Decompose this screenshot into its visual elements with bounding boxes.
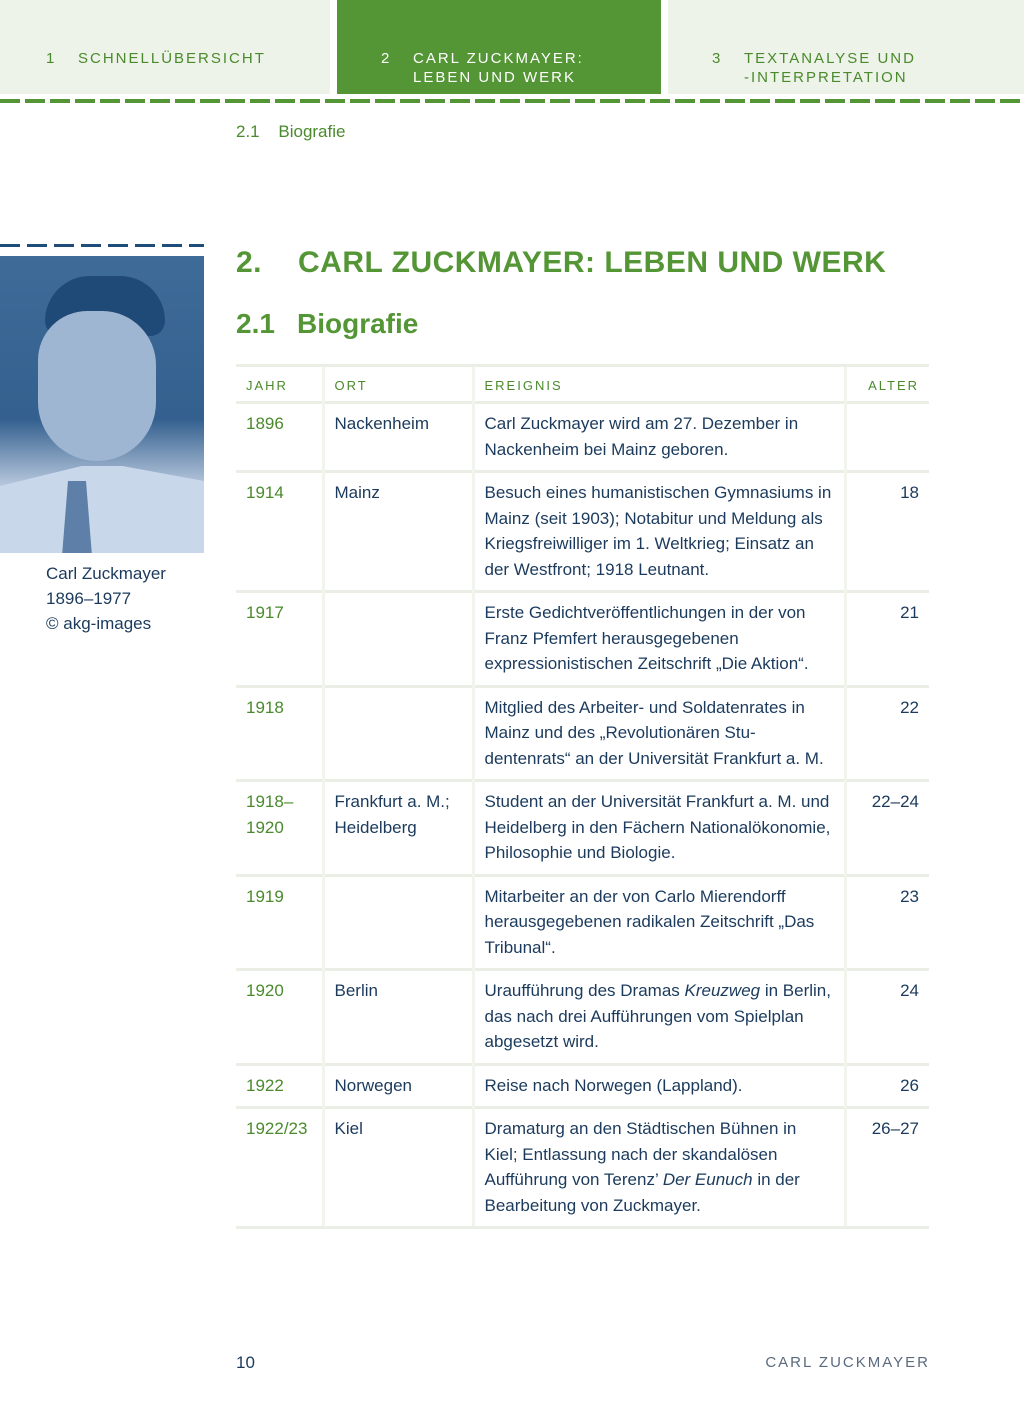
cell-alter: 18 <box>845 472 929 592</box>
cell-ereignis: Student an der Universität Frankfurt a. M. und Heidelberg in den Fächern Nationalökonomie, Philosophie und Biologie. <box>473 781 845 876</box>
cell-ereignis <box>473 1108 845 1228</box>
tab-label-line2: LEBEN UND WERK <box>413 69 577 86</box>
work-title-der-eunuch: Der Eunuch <box>662 1170 753 1189</box>
biography-table <box>236 364 929 1229</box>
cell-ort: Nackenheim <box>323 403 473 472</box>
tab-number: 3 <box>712 50 723 67</box>
cell-ort <box>323 592 473 687</box>
cell-ereignis <box>473 970 845 1065</box>
breadcrumb-number: 2.1 <box>236 122 260 141</box>
tab-label-line2: -INTERPRETATION <box>744 69 908 86</box>
ereignis-text: in Berlin, das nach drei Aufführungen vom Spielplan abgesetzt wird. <box>484 981 831 1051</box>
section-title: Biografie <box>297 308 419 339</box>
ereignis-text: in der Bearbeitung von Zuckmayer. <box>484 1170 800 1215</box>
table-row <box>236 592 929 687</box>
work-title-kreuzweg: Kreuzweg <box>684 981 761 1000</box>
header-ort: ORT <box>323 366 473 403</box>
running-title: CARL ZUCKMAYER <box>765 1354 930 1371</box>
cell-alter: 22 <box>845 686 929 781</box>
cell-jahr: 1918 <box>236 686 323 781</box>
tab-schnelluebersicht[interactable] <box>0 0 330 94</box>
table-header-row <box>236 366 929 403</box>
cell-ereignis: Besuch eines humanistischen Gymnasiums in Mainz (seit 1903); Notabitur und Meldung als Kriegsfreiwilliger im 1. Weltkrieg; Einsatz an der Westfront; 1918 Leutnant. <box>473 472 845 592</box>
portrait-image <box>0 256 204 553</box>
cell-ort <box>323 875 473 970</box>
cell-ereignis: Erste Gedichtveröffentlichungen in der von Franz Pfemfert herausgegebenen expressionistischen Zeitschrift „Die Aktion“. <box>473 592 845 687</box>
cell-alter: 21 <box>845 592 929 687</box>
table-row <box>236 686 929 781</box>
cell-ereignis: Mitarbeiter an der von Carlo Mierendorff herausgegebenen radikalen Zeitschrift „Das Tribunal“. <box>473 875 845 970</box>
header-ereignis: EREIGNIS <box>473 366 845 403</box>
cell-ort <box>323 686 473 781</box>
tab-label <box>413 49 584 87</box>
section-number: 2.1 <box>236 308 275 339</box>
table-row <box>236 781 929 876</box>
chapter-navigation <box>0 0 1024 96</box>
portrait-caption <box>46 561 166 636</box>
portrait-face-shape <box>38 311 156 461</box>
table-row <box>236 1064 929 1108</box>
cell-jahr: 1922 <box>236 1064 323 1108</box>
header-alter: ALTER <box>845 366 929 403</box>
chapter-title: CARL ZUCKMAYER: LEBEN UND WERK <box>298 246 887 279</box>
caption-name: Carl Zuckmayer <box>46 564 166 583</box>
table-row <box>236 403 929 472</box>
tab-number: 1 <box>46 50 57 67</box>
breadcrumb-label: Biografie <box>278 122 346 141</box>
cell-jahr: 1914 <box>236 472 323 592</box>
cell-ort: Frankfurt a. M.; Heidelberg <box>323 781 473 876</box>
table-row <box>236 875 929 970</box>
cell-jahr: 1919 <box>236 875 323 970</box>
tab-label <box>744 49 916 87</box>
cell-ort: Kiel <box>323 1108 473 1228</box>
cell-ort: Berlin <box>323 970 473 1065</box>
tab-label-line1: TEXTANALYSE UND <box>744 50 916 67</box>
cell-ort: Norwegen <box>323 1064 473 1108</box>
cell-alter: 22–24 <box>845 781 929 876</box>
cell-ereignis: Mitglied des Arbeiter- und Soldatenrates in Mainz und des „Revolutionären Studentenrats“ an der Universität Frankfurt a. M. <box>473 686 845 781</box>
header-jahr: JAHR <box>236 366 323 403</box>
tab-label: SCHNELLÜBERSICHT <box>78 50 266 67</box>
cell-ereignis: Reise nach Norwegen (Lappland). <box>473 1064 845 1108</box>
tab-textanalyse[interactable] <box>668 0 1024 94</box>
caption-credit: © akg-images <box>46 614 152 633</box>
ereignis-text: Uraufführung des Dramas <box>484 981 685 1000</box>
page-number: 10 <box>236 1353 255 1372</box>
caption-years: 1896–1977 <box>46 589 132 608</box>
ereignis-text: Dramaturg an den Städtischen Bühnen in Kiel; Entlassung nach der skandalösen Aufführung von Terenz’ <box>484 1119 797 1189</box>
cell-alter <box>845 403 929 472</box>
cell-jahr: 1920 <box>236 970 323 1065</box>
cell-alter: 26 <box>845 1064 929 1108</box>
chapter-heading <box>236 246 886 280</box>
cell-jahr: 1922/23 <box>236 1108 323 1228</box>
portrait-dashed-divider <box>0 244 204 247</box>
table-row <box>236 970 929 1065</box>
cell-ort: Mainz <box>323 472 473 592</box>
cell-alter: 26–27 <box>845 1108 929 1228</box>
chapter-number: 2. <box>236 246 263 279</box>
cell-jahr: 1917 <box>236 592 323 687</box>
cell-alter: 23 <box>845 875 929 970</box>
cell-jahr: 1896 <box>236 403 323 472</box>
breadcrumb <box>236 122 345 142</box>
cell-jahr: 1918–1920 <box>236 781 323 876</box>
portrait-shirt-shape <box>0 456 204 553</box>
section-heading <box>236 308 418 340</box>
table-row <box>236 1108 929 1228</box>
tab-number: 2 <box>381 50 392 67</box>
table-row <box>236 472 929 592</box>
tab-leben-und-werk[interactable] <box>337 0 661 94</box>
cell-ereignis: Carl Zuckmayer wird am 27. Dezember in Nackenheim bei Mainz geboren. <box>473 403 845 472</box>
tab-label-line1: CARL ZUCKMAYER: <box>413 50 584 67</box>
header-dashed-divider <box>0 99 1024 103</box>
cell-alter: 24 <box>845 970 929 1065</box>
